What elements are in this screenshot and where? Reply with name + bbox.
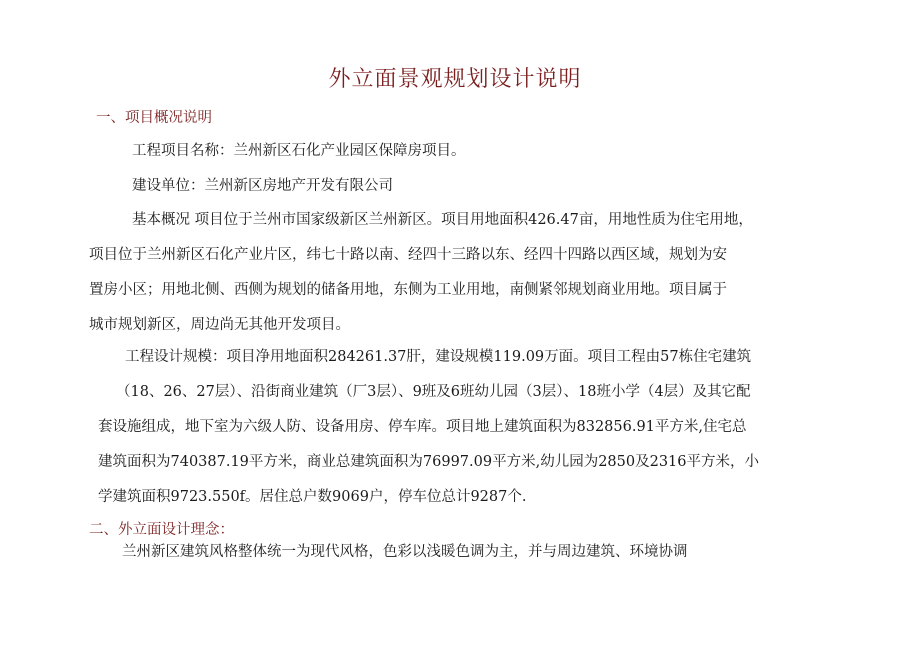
- design-scale-line: 套设施组成，地下室为六级人防、设备用房、停车库。项目地上建筑面积为832856.91平方米,住宅总: [98, 419, 747, 435]
- design-scale-line: 建筑面积为740387.19平方米，商业总建筑面积为76997.09平方米,幼儿园为2850及2316平方米，小: [98, 454, 760, 470]
- overview-line: 基本概况 项目位于兰州市国家级新区兰州新区。项目用地面积426.47亩，用地性质为住宅用地，: [132, 212, 753, 228]
- section-heading-facade-concept: 二、外立面设计理念：: [89, 522, 234, 538]
- overview-line: 城市规划新区，周边尚无其他开发项目。: [89, 317, 350, 333]
- design-scale-line: 工程设计规模：项目净用地面积284261.37肝，建设规模119.09万面。项目工程由57栋住宅建筑: [125, 349, 752, 365]
- facade-concept-line: 兰州新区建筑风格整体统一为现代风格，色彩以浅暖色调为主，并与周边建筑、环境协调: [122, 544, 688, 560]
- project-name-line: 工程项目名称：兰州新区石化产业园区保障房项目。: [132, 143, 466, 159]
- builder-line: 建设单位：兰州新区房地产开发有限公司: [132, 178, 393, 194]
- design-scale-line: （18、26、27层）、沿街商业建筑（厂3层）、9班及6班幼儿园（3层）、18班小学（4层）及其它配: [116, 384, 751, 400]
- overview-line: 项目位于兰州新区石化产业片区，纬七十路以南、经四十三路以东、经四十四路以西区域，规划为安: [89, 247, 727, 263]
- document-title: 外立面景观规划设计说明: [328, 67, 582, 92]
- overview-line: 置房小区；用地北侧、西侧为规划的储备用地，东侧为工业用地，南侧紧邻规划商业用地。项目属于: [89, 282, 727, 298]
- section-heading-project-overview: 一、项目概况说明: [96, 110, 212, 126]
- design-scale-line: 学建筑面积9723.550f。居住总户数9069户，停车位总计9287个.: [98, 489, 527, 505]
- overview-paragraph: [89, 203, 753, 343]
- design-scale-paragraph: [98, 340, 759, 515]
